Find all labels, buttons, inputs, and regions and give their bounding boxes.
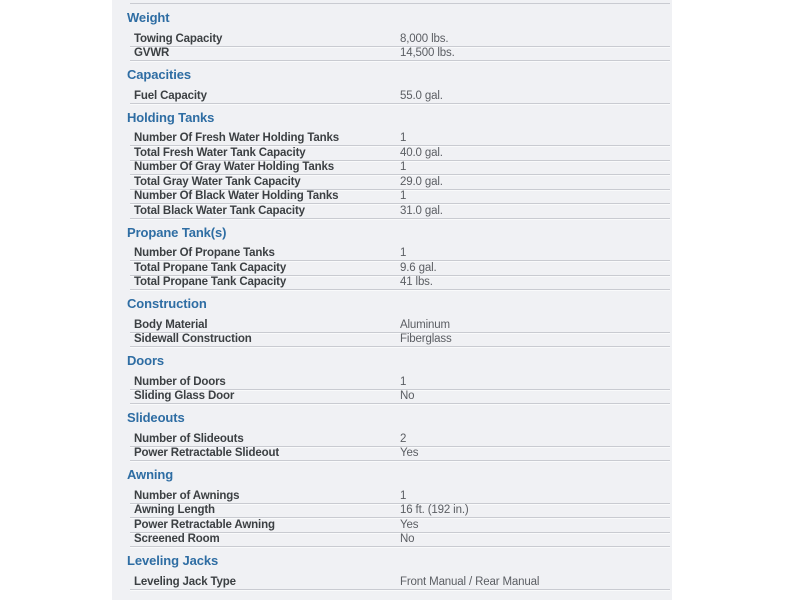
spec-value: 2 <box>400 432 407 445</box>
spec-section <box>127 554 670 590</box>
spec-row <box>130 375 670 390</box>
section-title: Construction <box>127 296 207 311</box>
spec-section <box>127 11 670 61</box>
spec-row <box>130 47 670 62</box>
section-title: Slideouts <box>127 410 185 425</box>
section-rows <box>127 318 670 347</box>
spec-section <box>127 468 670 547</box>
spec-row <box>130 175 670 190</box>
spec-section <box>127 68 670 104</box>
spec-row <box>130 204 670 219</box>
spec-value: 9.6 gal. <box>400 261 437 274</box>
spec-value: Yes <box>400 447 419 460</box>
spec-label: Power Retractable Awning <box>134 518 275 531</box>
spec-row <box>130 146 670 161</box>
previous-row-cutoff-divider <box>130 0 670 4</box>
spec-label: Total Fresh Water Tank Capacity <box>134 146 306 159</box>
spec-row <box>130 432 670 447</box>
spec-value: 40.0 gal. <box>400 146 443 159</box>
spec-section <box>127 354 670 404</box>
spec-value: 14,500 lbs. <box>400 47 455 60</box>
spec-row <box>130 190 670 205</box>
spec-row <box>130 489 670 504</box>
section-rows <box>127 247 670 291</box>
section-title: Doors <box>127 353 165 368</box>
specifications-panel <box>112 0 672 600</box>
spec-label: Awning Length <box>134 504 215 517</box>
section-rows <box>127 32 670 61</box>
spec-value: 1 <box>400 161 407 174</box>
spec-row <box>130 390 670 405</box>
section-rows <box>127 89 670 104</box>
spec-label: Fuel Capacity <box>134 89 207 102</box>
spec-value: 1 <box>400 489 407 502</box>
spec-section <box>127 411 670 461</box>
spec-row <box>130 504 670 519</box>
spec-label: Power Retractable Slideout <box>134 447 279 460</box>
spec-section <box>127 226 670 291</box>
spec-label: Number of Slideouts <box>134 432 244 445</box>
spec-row <box>130 276 670 291</box>
spec-row <box>130 518 670 533</box>
section-title: Leveling Jacks <box>127 553 219 568</box>
spec-row <box>130 247 670 262</box>
spec-value: 29.0 gal. <box>400 175 443 188</box>
spec-section <box>127 111 670 219</box>
spec-label: Screened Room <box>134 533 220 546</box>
spec-label: Number Of Fresh Water Holding Tanks <box>134 132 339 145</box>
spec-row <box>130 533 670 548</box>
spec-row <box>130 333 670 348</box>
section-rows <box>127 132 670 219</box>
spec-value: 1 <box>400 375 407 388</box>
spec-label: Body Material <box>134 318 208 331</box>
section-rows <box>127 489 670 547</box>
spec-value: 16 ft. (192 in.) <box>400 504 469 517</box>
spec-label: Number Of Propane Tanks <box>134 247 275 260</box>
section-title: Awning <box>127 467 174 482</box>
spec-label: Total Propane Tank Capacity <box>134 261 287 274</box>
spec-row <box>130 447 670 462</box>
spec-label: Towing Capacity <box>134 32 223 45</box>
section-title: Propane Tank(s) <box>127 224 227 240</box>
spec-value: No <box>400 533 415 546</box>
spec-value: 1 <box>400 247 407 260</box>
spec-label: Leveling Jack Type <box>134 575 236 588</box>
spec-value: Fiberglass <box>400 333 452 346</box>
spec-row <box>130 89 670 104</box>
spec-value: 1 <box>400 132 407 145</box>
spec-sections-list <box>127 11 670 590</box>
spec-label: Sliding Glass Door <box>134 390 235 403</box>
spec-value: Front Manual / Rear Manual <box>400 575 540 588</box>
spec-value: 31.0 gal. <box>400 204 443 217</box>
spec-label: Total Gray Water Tank Capacity <box>134 175 301 188</box>
section-title: Holding Tanks <box>127 109 215 125</box>
spec-row <box>130 132 670 147</box>
spec-label: GVWR <box>134 47 170 60</box>
spec-label: Number of Awnings <box>134 489 240 502</box>
section-rows <box>127 575 670 590</box>
spec-section <box>127 297 670 347</box>
section-rows <box>127 375 670 404</box>
spec-row <box>130 318 670 333</box>
spec-row <box>130 261 670 276</box>
spec-value: Yes <box>400 518 419 531</box>
spec-label: Total Propane Tank Capacity <box>134 276 287 289</box>
spec-label: Number Of Gray Water Holding Tanks <box>134 161 335 174</box>
spec-value: 8,000 lbs. <box>400 32 449 45</box>
spec-row <box>130 161 670 176</box>
spec-row <box>130 575 670 590</box>
spec-label: Total Black Water Tank Capacity <box>134 204 305 217</box>
spec-row <box>130 32 670 47</box>
spec-label: Number Of Black Water Holding Tanks <box>134 190 339 203</box>
spec-label: Number of Doors <box>134 375 226 388</box>
section-title: Capacities <box>127 67 192 82</box>
spec-value: No <box>400 390 415 403</box>
spec-label: Sidewall Construction <box>134 333 252 346</box>
spec-value: 41 lbs. <box>400 276 433 289</box>
spec-value: 55.0 gal. <box>400 89 443 102</box>
spec-value: 1 <box>400 190 407 203</box>
section-title: Weight <box>127 10 170 25</box>
section-rows <box>127 432 670 461</box>
spec-value: Aluminum <box>400 318 450 331</box>
